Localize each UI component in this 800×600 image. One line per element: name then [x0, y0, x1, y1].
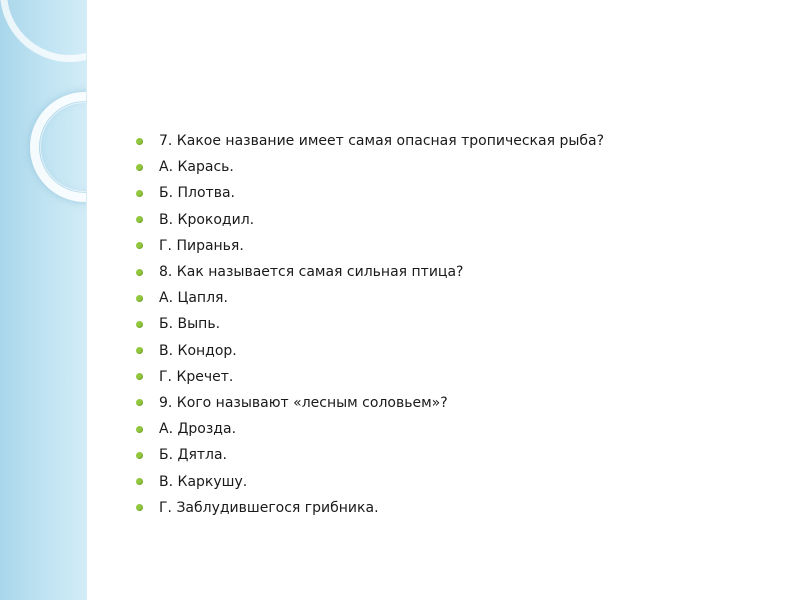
question-9 — [136, 390, 604, 416]
list-item-text: Г. Кречет. — [159, 368, 234, 385]
list-item-text: 8. Как называется самая сильная птица? — [159, 264, 464, 281]
list-item-text: 7. Какое название имеет самая опасная тропическая рыба? — [159, 133, 605, 150]
list-item-text: А. Дрозда. — [159, 421, 237, 438]
bullet-icon — [136, 504, 143, 511]
list-item-text: Г. Заблудившегося грибника. — [159, 499, 379, 516]
question-7 — [136, 128, 604, 154]
answer-8a — [136, 285, 604, 311]
bullet-icon — [136, 321, 143, 328]
bullet-icon — [136, 399, 143, 406]
list-item-text: В. Кондор. — [159, 342, 237, 359]
list-item-text: 9. Кого называют «лесным соловьем»? — [159, 394, 448, 411]
list-item-text: В. Крокодил. — [159, 211, 255, 228]
list-item-text: В. Каркушу. — [159, 473, 248, 490]
answer-8d — [136, 364, 604, 390]
bullet-icon — [136, 269, 143, 276]
list-item-text: Б. Плотва. — [159, 185, 235, 202]
bullet-icon — [136, 164, 143, 171]
question-8 — [136, 259, 604, 285]
bullet-icon — [136, 478, 143, 485]
answer-7c — [136, 207, 604, 233]
bullet-icon — [136, 295, 143, 302]
answer-9c — [136, 468, 604, 494]
list-item-text: Г. Пиранья. — [159, 237, 244, 254]
bullet-icon — [136, 373, 143, 380]
answer-7a — [136, 154, 604, 180]
quiz-list — [136, 128, 604, 521]
bullet-icon — [136, 216, 143, 223]
answer-7b — [136, 180, 604, 206]
answer-9b — [136, 442, 604, 468]
bullet-icon — [136, 347, 143, 354]
answer-8b — [136, 311, 604, 337]
list-item-text: А. Цапля. — [159, 290, 228, 307]
bullet-icon — [136, 242, 143, 249]
bullet-icon — [136, 138, 143, 145]
answer-9a — [136, 416, 604, 442]
decorative-side-band — [0, 0, 87, 600]
bullet-icon — [136, 452, 143, 459]
list-item-text: А. Карась. — [159, 159, 234, 176]
side-band-edge — [86, 0, 87, 600]
answer-8c — [136, 338, 604, 364]
answer-7d — [136, 233, 604, 259]
list-item-text: Б. Выпь. — [159, 316, 221, 333]
answer-9d — [136, 495, 604, 521]
decorative-ring-top — [0, 0, 87, 62]
bullet-icon — [136, 426, 143, 433]
list-item-text: Б. Дятла. — [159, 447, 227, 464]
bullet-icon — [136, 190, 143, 197]
